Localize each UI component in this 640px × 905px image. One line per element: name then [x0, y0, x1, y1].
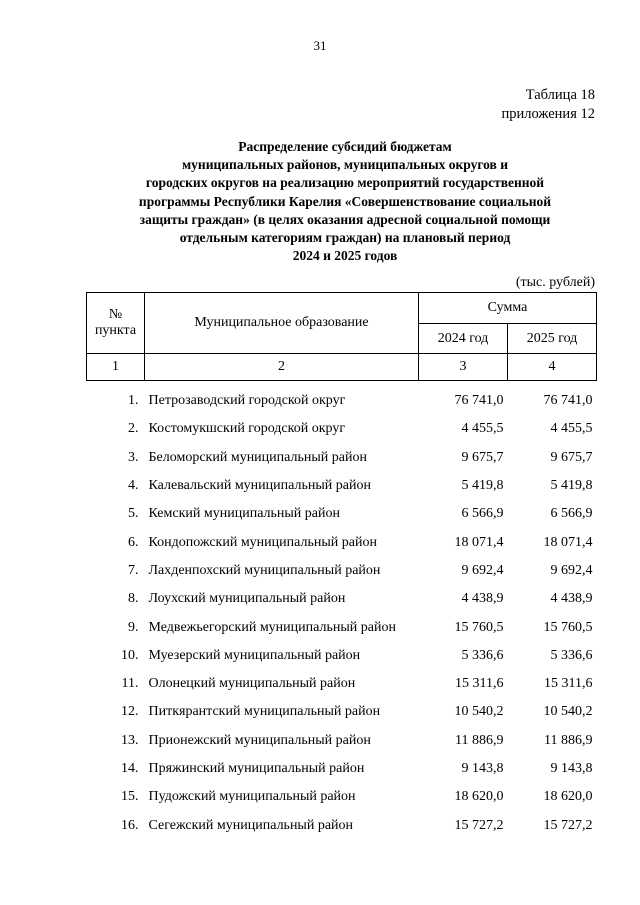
- table-body: [87, 381, 597, 840]
- municipality-name: Медвежьегорский муниципальный район: [148, 619, 396, 635]
- municipality-name: Лоухский муниципальный район: [148, 591, 346, 607]
- amount-2025: 4 438,9: [550, 591, 593, 607]
- table-row: [87, 783, 597, 811]
- column-header-number-line1: №: [108, 307, 123, 322]
- amount-2024: 18 620,0: [454, 789, 504, 805]
- table-row: [87, 613, 597, 641]
- municipality-name: Пряжинский муниципальный район: [148, 761, 365, 776]
- row-number: 9.: [128, 619, 139, 635]
- column-number-cell: 4: [508, 354, 597, 381]
- document-title: [95, 138, 595, 265]
- row-number: 2.: [128, 421, 139, 437]
- subsidy-table: [86, 292, 597, 840]
- amount-2024: 9 692,4: [461, 562, 504, 578]
- units-label: (тыс. рублей): [515, 275, 595, 290]
- amount-2024: 6 566,9: [461, 506, 504, 522]
- title-line: Распределение субсидий бюджетам: [238, 139, 452, 154]
- municipality-name: Олонецкий муниципальный район: [148, 676, 356, 692]
- amount-2024: 15 760,5: [454, 619, 504, 635]
- amount-2024: 18 071,4: [454, 534, 504, 550]
- row-number: 12.: [121, 704, 139, 720]
- amount-2025: 4 455,5: [550, 421, 593, 437]
- row-number: 11.: [121, 676, 139, 692]
- amount-2025: 5 336,6: [550, 647, 593, 663]
- table-row: [87, 415, 597, 443]
- table-reference-line2: приложения 12: [501, 106, 595, 122]
- amount-2024: 4 455,5: [461, 421, 504, 437]
- title-line: 2024 и 2025 годов: [292, 248, 398, 264]
- amount-2025: 15 311,6: [544, 676, 593, 692]
- municipality-name: Калевальский муниципальный район: [148, 478, 371, 494]
- table-reference: [502, 86, 595, 124]
- title-line: отдельным категориям граждан) на плановый период: [179, 230, 511, 246]
- table-row: [87, 557, 597, 585]
- table-row: [87, 472, 597, 500]
- row-number: 15.: [121, 789, 139, 805]
- amount-2025: 6 566,9: [550, 506, 593, 522]
- municipality-name: Костомукшский городской округ: [148, 421, 346, 437]
- table-row: [87, 500, 597, 528]
- title-line: защиты граждан» (в целях оказания адресной социальной помощи: [139, 211, 551, 227]
- table-header-row: [87, 293, 597, 324]
- table-row: [87, 528, 597, 556]
- municipality-name: Кондопожский муниципальный район: [148, 534, 377, 550]
- row-number: 13.: [121, 732, 139, 748]
- amount-2024: 10 540,2: [454, 704, 504, 720]
- column-header-municipality: Муниципальное образование: [145, 293, 419, 354]
- table-row: [87, 670, 597, 698]
- municipality-name: Муезерский муниципальный район: [148, 647, 361, 663]
- amount-2025: 10 540,2: [543, 704, 593, 720]
- amount-2025: 18 071,4: [543, 534, 593, 550]
- amount-2025: 15 760,5: [543, 619, 593, 635]
- row-number: 10.: [121, 647, 139, 663]
- amount-2025: 11 886,9: [544, 732, 593, 748]
- row-number: 6.: [128, 534, 139, 550]
- municipality-name: Беломорский муниципальный район: [148, 449, 367, 465]
- amount-2025: 9 143,8: [550, 761, 593, 776]
- municipality-name: Лахденпохский муниципальный район: [148, 562, 381, 578]
- municipality-name: Сегежский муниципальный район: [148, 817, 354, 833]
- row-number: 5.: [128, 506, 139, 522]
- amount-2025: 9 675,7: [550, 449, 593, 465]
- table-row: [87, 444, 597, 472]
- column-header-sum: Сумма: [419, 293, 597, 324]
- column-number-cell: 1: [87, 354, 145, 381]
- column-header-2024: 2024 год: [419, 324, 508, 354]
- amount-2025: 5 419,8: [550, 478, 593, 494]
- table-row: [87, 755, 597, 783]
- title-line: муниципальных районов, муниципальных округов и: [181, 157, 508, 173]
- table-row: [87, 811, 597, 839]
- column-header-number: [87, 293, 145, 354]
- amount-2025: 9 692,4: [550, 562, 593, 578]
- amount-2024: 11 886,9: [455, 732, 504, 748]
- municipality-name: Кемский муниципальный район: [148, 506, 340, 522]
- table-row: [87, 585, 597, 613]
- row-number: 3.: [128, 449, 139, 465]
- amount-2025: 18 620,0: [543, 789, 593, 805]
- municipality-name: Пудожский муниципальный район: [148, 789, 356, 805]
- row-number: 7.: [128, 562, 139, 578]
- column-numbers-row: [87, 354, 597, 381]
- page-number: 31: [313, 38, 327, 53]
- amount-2024: 5 336,6: [461, 647, 504, 663]
- table-row: [87, 698, 597, 726]
- amount-2025: 15 727,2: [543, 817, 593, 833]
- table-row: [87, 727, 597, 755]
- title-line: городских округов на реализацию мероприятий государственной: [145, 175, 545, 191]
- table-reference-line1: Таблица 18: [525, 87, 595, 103]
- row-number: 14.: [121, 761, 139, 776]
- column-header-number-line2: пункта: [94, 323, 137, 338]
- municipality-name: Петрозаводский городской округ: [148, 393, 346, 409]
- amount-2024: 5 419,8: [461, 478, 504, 494]
- amount-2024: 9 143,8: [461, 761, 504, 776]
- amount-2024: 15 727,2: [454, 817, 504, 833]
- municipality-name: Прионежский муниципальный район: [148, 732, 371, 748]
- row-number: 16.: [121, 817, 139, 833]
- column-number-cell: 2: [145, 354, 419, 381]
- column-number-cell: 3: [419, 354, 508, 381]
- row-number: 1.: [128, 393, 139, 409]
- column-header-2025: 2025 год: [508, 324, 597, 354]
- amount-2024: 4 438,9: [461, 591, 504, 607]
- table-row: [87, 381, 597, 416]
- amount-2025: 76 741,0: [543, 393, 593, 409]
- row-number: 8.: [128, 591, 139, 607]
- amount-2024: 76 741,0: [454, 393, 504, 409]
- title-line: программы Республики Карелия «Совершенствование социальной: [138, 193, 552, 209]
- table-row: [87, 642, 597, 670]
- amount-2024: 15 311,6: [455, 676, 504, 692]
- row-number: 4.: [128, 478, 139, 494]
- municipality-name: Питкярантский муниципальный район: [148, 704, 381, 720]
- amount-2024: 9 675,7: [461, 449, 504, 465]
